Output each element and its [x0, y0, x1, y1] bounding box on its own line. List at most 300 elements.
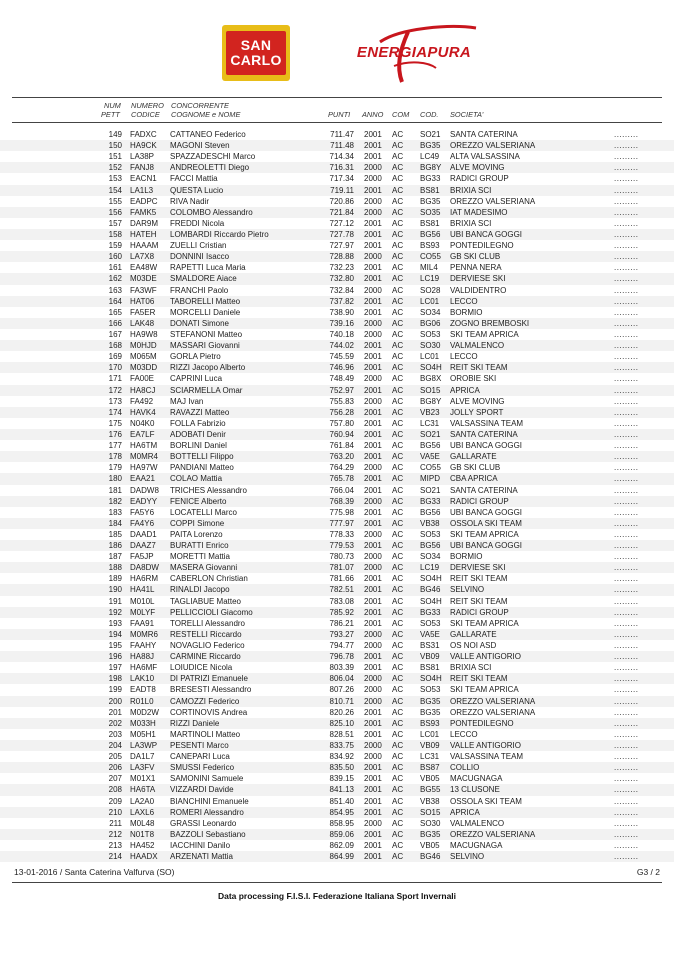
- club-name: ZOGNO BREMBOSKI: [450, 318, 530, 328]
- athlete-code: LA2A0: [130, 796, 155, 806]
- pett-number: 175: [108, 418, 122, 428]
- points: 782.51: [329, 585, 354, 595]
- birth-year: 2001: [364, 607, 382, 617]
- committee: AC: [392, 229, 404, 239]
- result-placeholder: .........: [614, 463, 639, 473]
- committee: AC: [392, 641, 404, 651]
- club-name: SKI TEAM APRICA: [450, 618, 519, 628]
- athlete-name: RIVA Nadir: [170, 196, 209, 206]
- club-name: SELVINO: [450, 852, 485, 862]
- points: 766.04: [329, 485, 354, 495]
- birth-year: 2001: [364, 796, 382, 806]
- result-placeholder: .........: [614, 130, 639, 139]
- club-name: ALVE MOVING: [450, 163, 505, 173]
- result-placeholder: .........: [614, 641, 639, 651]
- committee: AC: [392, 585, 404, 595]
- committee: AC: [392, 818, 404, 828]
- header-top-rule: [12, 97, 662, 98]
- table-row: [0, 351, 674, 362]
- points: 841.13: [329, 785, 354, 795]
- birth-year: 2000: [364, 552, 382, 562]
- birth-year: 2001: [364, 841, 382, 850]
- athlete-code: HA9W8: [130, 329, 158, 339]
- athlete-name: QUESTA Lucio: [170, 185, 224, 195]
- header-societa: SOCIETA': [450, 110, 484, 119]
- club-name: MACUGNAGA: [450, 841, 503, 850]
- result-placeholder: .........: [614, 818, 639, 828]
- points: 833.75: [329, 741, 354, 751]
- pett-number: 153: [108, 174, 122, 184]
- committee: AC: [392, 596, 404, 606]
- table-row: [0, 618, 674, 629]
- committee: AC: [392, 752, 404, 762]
- athlete-name: MARTINOLI Matteo: [170, 729, 241, 739]
- table-row: [0, 840, 674, 851]
- table-row: [0, 373, 674, 384]
- energiapura-logo-text: ENERGIAPURA: [356, 44, 472, 61]
- table-row: [0, 718, 674, 729]
- table-row: [0, 307, 674, 318]
- club-code: SO21: [420, 130, 441, 139]
- athlete-name: BIANCHINI Emanuele: [170, 796, 249, 806]
- athlete-name: BURATTI Enrico: [170, 541, 229, 551]
- table-row: [0, 240, 674, 251]
- result-placeholder: .........: [614, 352, 639, 362]
- table-row: [0, 707, 674, 718]
- committee: AC: [392, 652, 404, 662]
- pett-number: 182: [108, 496, 122, 506]
- points: 778.33: [329, 529, 354, 539]
- pett-number: 199: [108, 685, 122, 695]
- club-code: BS93: [420, 241, 440, 251]
- athlete-code: EADT8: [130, 685, 156, 695]
- table-row: [0, 673, 674, 684]
- committee: AC: [392, 130, 404, 139]
- athlete-name: LOMBARDI Riccardo Pietro: [170, 229, 269, 239]
- athlete-code: FANJ8: [130, 163, 155, 173]
- club-code: SO35: [420, 207, 441, 217]
- club-name: BORMIO: [450, 307, 483, 317]
- result-placeholder: .........: [614, 807, 639, 817]
- committee: AC: [392, 329, 404, 339]
- birth-year: 2000: [364, 329, 382, 339]
- club-name: OS NOI ASD: [450, 641, 497, 651]
- club-code: BG55: [420, 785, 441, 795]
- table-row: [0, 151, 674, 162]
- birth-year: 2001: [364, 152, 382, 162]
- committee: AC: [392, 741, 404, 751]
- points: 738.90: [329, 307, 354, 317]
- result-placeholder: .........: [614, 252, 639, 262]
- table-row: [0, 573, 674, 584]
- club-name: REIT SKI TEAM: [450, 596, 508, 606]
- points: 854.95: [329, 807, 354, 817]
- club-code: MIPD: [420, 474, 440, 484]
- club-code: SO4H: [420, 574, 442, 584]
- pett-number: 207: [108, 774, 122, 784]
- club-code: BG46: [420, 585, 441, 595]
- athlete-code: M010L: [130, 596, 155, 606]
- athlete-code: M0MR6: [130, 629, 159, 639]
- committee: AC: [392, 363, 404, 373]
- pett-number: 189: [108, 574, 122, 584]
- points: 720.86: [329, 196, 354, 206]
- athlete-name: RIZZI Daniele: [170, 718, 220, 728]
- pett-number: 185: [108, 529, 122, 539]
- points: 728.88: [329, 252, 354, 262]
- points: 851.40: [329, 796, 354, 806]
- committee: AC: [392, 574, 404, 584]
- points: 711.47: [330, 130, 354, 139]
- result-placeholder: .........: [614, 574, 639, 584]
- athlete-code: M033H: [130, 718, 156, 728]
- club-code: VB05: [420, 774, 440, 784]
- birth-year: 2001: [364, 652, 382, 662]
- club-name: GB SKI CLUB: [450, 252, 501, 262]
- club-name: ALVE MOVING: [450, 396, 505, 406]
- pett-number: 188: [108, 563, 122, 573]
- pett-number: 176: [108, 429, 122, 439]
- committee: AC: [392, 452, 404, 462]
- result-placeholder: .........: [614, 841, 639, 850]
- result-placeholder: .........: [614, 196, 639, 206]
- points: 727.78: [329, 229, 354, 239]
- birth-year: 2000: [364, 529, 382, 539]
- athlete-name: ROMERI Alessandro: [170, 807, 244, 817]
- club-name: IAT MADESIMO: [450, 207, 508, 217]
- birth-year: 2001: [364, 585, 382, 595]
- athlete-code: R01L0: [130, 696, 154, 706]
- points: 820.26: [329, 707, 354, 717]
- club-code: BG46: [420, 852, 441, 862]
- pett-number: 206: [108, 763, 122, 773]
- club-code: SO4H: [420, 674, 442, 684]
- club-code: LC19: [420, 563, 440, 573]
- birth-year: 2001: [364, 518, 382, 528]
- athlete-name: RAPETTI Luca Maria: [170, 263, 246, 273]
- athlete-code: M0D2W: [130, 707, 159, 717]
- birth-year: 2001: [364, 707, 382, 717]
- club-name: SKI TEAM APRICA: [450, 685, 519, 695]
- table-row: [0, 784, 674, 795]
- table-row: [0, 562, 674, 573]
- result-placeholder: .........: [614, 741, 639, 751]
- athlete-name: FENICE Alberto: [170, 496, 227, 506]
- club-code: MIL4: [420, 263, 438, 273]
- club-name: VALLE ANTIGORIO: [450, 652, 521, 662]
- result-placeholder: .........: [614, 752, 639, 762]
- club-code: BS81: [420, 185, 440, 195]
- club-name: SELVINO: [450, 585, 485, 595]
- table-row: [0, 318, 674, 329]
- result-placeholder: .........: [614, 518, 639, 528]
- club-code: BG8Y: [420, 163, 442, 173]
- committee: AC: [392, 218, 404, 228]
- athlete-name: TRICHES Alessandro: [170, 485, 247, 495]
- athlete-code: EACN1: [130, 174, 157, 184]
- committee: AC: [392, 541, 404, 551]
- result-placeholder: .........: [614, 152, 639, 162]
- points: 732.23: [329, 263, 354, 273]
- club-code: BS31: [420, 641, 440, 651]
- athlete-name: FREDDI Nicola: [170, 218, 225, 228]
- athlete-name: CAMOZZI Federico: [170, 696, 240, 706]
- committee: AC: [392, 152, 404, 162]
- pett-number: 200: [108, 696, 122, 706]
- committee: AC: [392, 463, 404, 473]
- result-placeholder: .........: [614, 707, 639, 717]
- athlete-code: FA4Y6: [130, 518, 155, 528]
- athlete-code: LAK48: [130, 318, 155, 328]
- result-placeholder: .........: [614, 529, 639, 539]
- pett-number: 196: [108, 652, 122, 662]
- points: 793.27: [329, 629, 354, 639]
- athlete-code: HA6TA: [130, 785, 156, 795]
- athlete-name: ADOBATI Denir: [170, 429, 226, 439]
- committee: AC: [392, 829, 404, 839]
- points: 739.16: [329, 318, 354, 328]
- pett-number: 204: [108, 741, 122, 751]
- committee: AC: [392, 841, 404, 850]
- table-row: [0, 196, 674, 207]
- committee: AC: [392, 318, 404, 328]
- result-placeholder: .........: [614, 185, 639, 195]
- footer-date-location: 13-01-2016 / Santa Caterina Valfurva (SO): [14, 867, 175, 877]
- points: 796.78: [329, 652, 354, 662]
- points: 761.84: [329, 441, 354, 451]
- athlete-name: COLOMBO Alessandro: [170, 207, 253, 217]
- athlete-name: CARMINE Riccardo: [170, 652, 241, 662]
- header-numero: NUMERO: [131, 101, 164, 110]
- pett-number: 172: [108, 385, 122, 395]
- club-name: OROBIE SKI: [450, 374, 497, 384]
- points: 711.48: [330, 141, 354, 151]
- pett-number: 162: [108, 274, 122, 284]
- athlete-code: HA9CK: [130, 141, 157, 151]
- table-row: [0, 529, 674, 540]
- san-carlo-logo-line2: CARLO: [230, 52, 282, 68]
- birth-year: 2001: [364, 452, 382, 462]
- athlete-code: FAAHY: [130, 641, 157, 651]
- birth-year: 2001: [364, 574, 382, 584]
- birth-year: 2000: [364, 463, 382, 473]
- club-code: BS87: [420, 763, 440, 773]
- athlete-name: VIZZARDI Davide: [170, 785, 234, 795]
- club-code: BG56: [420, 229, 441, 239]
- athlete-code: EA48W: [130, 263, 158, 273]
- athlete-name: MAGONI Steven: [170, 141, 230, 151]
- birth-year: 2001: [364, 385, 382, 395]
- birth-year: 2001: [364, 263, 382, 273]
- birth-year: 2001: [364, 407, 382, 417]
- birth-year: 2001: [364, 185, 382, 195]
- athlete-name: FOLLA Fabrizio: [170, 418, 226, 428]
- athlete-name: BRESESTI Alessandro: [170, 685, 252, 695]
- club-code: SO4H: [420, 596, 442, 606]
- club-code: SO21: [420, 485, 441, 495]
- points: 760.94: [329, 429, 354, 439]
- pett-number: 174: [108, 407, 122, 417]
- committee: AC: [392, 141, 404, 151]
- birth-year: 2001: [364, 229, 382, 239]
- points: 862.09: [329, 841, 354, 850]
- club-code: SO15: [420, 807, 441, 817]
- athlete-name: IACCHINI Danilo: [170, 841, 231, 850]
- birth-year: 2000: [364, 252, 382, 262]
- club-name: RADICI GROUP: [450, 174, 509, 184]
- points: 781.66: [329, 574, 354, 584]
- birth-year: 2000: [364, 285, 382, 295]
- points: 785.92: [329, 607, 354, 617]
- header-codice: CODICE: [131, 110, 160, 119]
- club-code: BG35: [420, 196, 441, 206]
- result-placeholder: .........: [614, 441, 639, 451]
- pett-number: 183: [108, 507, 122, 517]
- points: 719.11: [330, 185, 354, 195]
- pett-number: 186: [108, 541, 122, 551]
- table-row: [0, 218, 674, 229]
- athlete-code: HA6TM: [130, 441, 158, 451]
- points: 768.39: [329, 496, 354, 506]
- committee: AC: [392, 607, 404, 617]
- club-code: SO53: [420, 618, 441, 628]
- athlete-name: GORLA Pietro: [170, 352, 221, 362]
- athlete-code: LA1L3: [130, 185, 154, 195]
- result-placeholder: .........: [614, 307, 639, 317]
- birth-year: 2001: [364, 852, 382, 862]
- athlete-code: LA7X8: [130, 252, 155, 262]
- pett-number: 198: [108, 674, 122, 684]
- birth-year: 2000: [364, 496, 382, 506]
- result-placeholder: .........: [614, 774, 639, 784]
- club-name: UBI BANCA GOGGI: [450, 229, 523, 239]
- result-placeholder: .........: [614, 174, 639, 184]
- committee: AC: [392, 663, 404, 673]
- committee: AC: [392, 774, 404, 784]
- athlete-code: HA8CJ: [130, 385, 156, 395]
- pett-number: 201: [108, 707, 122, 717]
- athlete-name: RINALDI Jacopo: [170, 585, 230, 595]
- club-name: SANTA CATERINA: [450, 485, 518, 495]
- club-code: BG56: [420, 441, 441, 451]
- club-code: LC31: [420, 418, 440, 428]
- committee: AC: [392, 185, 404, 195]
- club-name: REIT SKI TEAM: [450, 574, 508, 584]
- result-placeholder: .........: [614, 629, 639, 639]
- pett-number: 167: [108, 329, 122, 339]
- club-name: JOLLY SPORT: [450, 407, 504, 417]
- athlete-code: LA3FV: [130, 763, 155, 773]
- result-placeholder: .........: [614, 663, 639, 673]
- table-row: [0, 596, 674, 607]
- pett-number: 154: [108, 185, 122, 195]
- athlete-name: ZUELLI Cristian: [170, 241, 227, 251]
- pett-number: 155: [108, 196, 122, 206]
- committee: AC: [392, 429, 404, 439]
- club-code: LC01: [420, 729, 440, 739]
- club-name: OREZZO VALSERIANA: [450, 707, 536, 717]
- committee: AC: [392, 763, 404, 773]
- club-code: BG35: [420, 696, 441, 706]
- points: 807.26: [329, 685, 354, 695]
- athlete-name: PESENTI Marco: [170, 741, 229, 751]
- table-row: [0, 262, 674, 273]
- birth-year: 2001: [364, 130, 382, 139]
- athlete-name: MASERA Giovanni: [170, 563, 238, 573]
- club-code: SO34: [420, 552, 441, 562]
- athlete-code: M0LYF: [130, 607, 156, 617]
- athlete-code: HAT06: [130, 296, 155, 306]
- athlete-code: HA6MF: [130, 663, 158, 673]
- table-row: [0, 251, 674, 262]
- table-row: [0, 140, 674, 151]
- athlete-code: HAADX: [130, 852, 158, 862]
- result-placeholder: .........: [614, 763, 639, 773]
- athlete-code: FA00E: [130, 374, 155, 384]
- club-name: SANTA CATERINA: [450, 130, 518, 139]
- club-code: BS81: [420, 218, 440, 228]
- birth-year: 2001: [364, 807, 382, 817]
- club-name: PONTEDILEGNO: [450, 241, 514, 251]
- club-code: BS93: [420, 718, 440, 728]
- club-name: MACUGNAGA: [450, 774, 503, 784]
- committee: AC: [392, 174, 404, 184]
- athlete-name: TORELLI Alessandro: [170, 618, 246, 628]
- club-name: PONTEDILEGNO: [450, 718, 514, 728]
- pett-number: 161: [108, 263, 122, 273]
- athlete-name: SCIARMELLA Omar: [170, 385, 243, 395]
- header-cognome-nome: COGNOME e NOME: [171, 110, 241, 119]
- committee: AC: [392, 441, 404, 451]
- table-row: [0, 185, 674, 196]
- committee: AC: [392, 196, 404, 206]
- pett-number: 197: [108, 663, 122, 673]
- birth-year: 2000: [364, 696, 382, 706]
- table-row: [0, 385, 674, 396]
- table-row: [0, 518, 674, 529]
- table-row: [0, 418, 674, 429]
- points: 864.99: [329, 852, 354, 862]
- points: 859.06: [329, 829, 354, 839]
- table-row: [0, 485, 674, 496]
- committee: AC: [392, 207, 404, 217]
- table-row: [0, 751, 674, 762]
- pett-number: 150: [108, 141, 122, 151]
- athlete-code: HA41L: [130, 585, 155, 595]
- birth-year: 2000: [364, 818, 382, 828]
- committee: AC: [392, 296, 404, 306]
- pett-number: 181: [108, 485, 122, 495]
- athlete-name: FRANCHI Paolo: [170, 285, 229, 295]
- club-code: BG33: [420, 607, 441, 617]
- points: 732.84: [329, 285, 354, 295]
- result-placeholder: .........: [614, 241, 639, 251]
- club-code: SO21: [420, 429, 441, 439]
- athlete-code: DA8DW: [130, 563, 159, 573]
- athlete-code: M065M: [130, 352, 157, 362]
- club-name: ALTA VALSASSINA: [450, 152, 520, 162]
- results-table: [0, 129, 674, 862]
- pett-number: 165: [108, 307, 122, 317]
- club-code: BS81: [420, 663, 440, 673]
- committee: AC: [392, 474, 404, 484]
- club-name: CBA APRICA: [450, 474, 498, 484]
- club-code: SO30: [420, 341, 441, 351]
- table-row: [0, 629, 674, 640]
- points: 834.92: [329, 752, 354, 762]
- birth-year: 2001: [364, 429, 382, 439]
- club-name: OSSOLA SKI TEAM: [450, 796, 522, 806]
